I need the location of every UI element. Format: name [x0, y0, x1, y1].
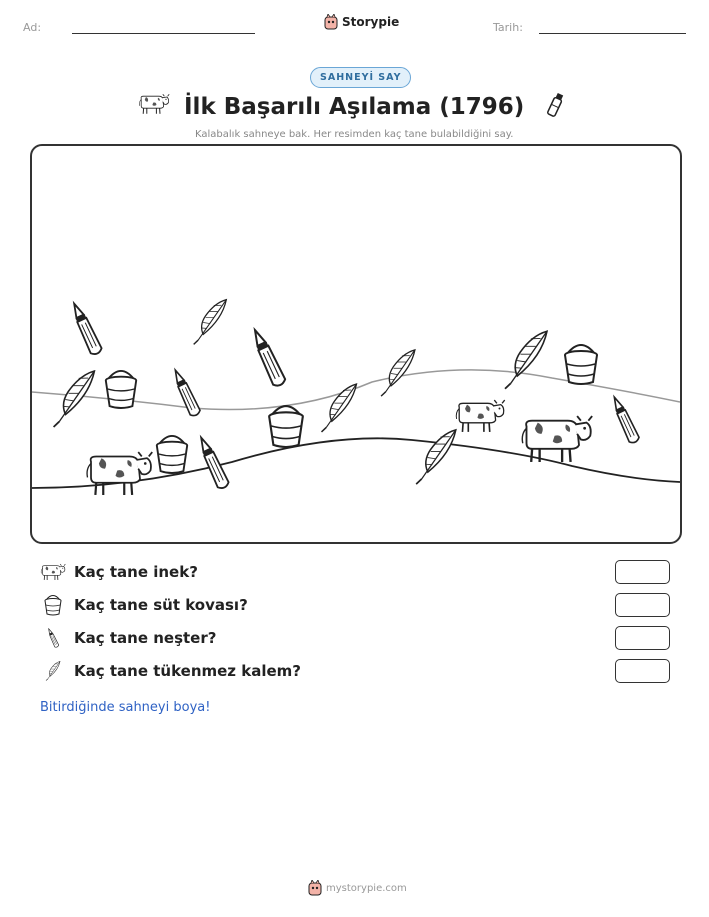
answer-box[interactable] — [615, 626, 670, 650]
scene-lancet — [609, 395, 640, 444]
coloring-note: Bitirdiğinde sahneyi boya! — [40, 700, 211, 715]
counting-scene — [30, 144, 682, 544]
date-field[interactable] — [539, 33, 686, 34]
bucket-icon — [40, 594, 66, 616]
scene-bucket — [565, 345, 597, 384]
footer-brand — [308, 880, 407, 896]
scene-quill — [381, 344, 415, 401]
question-text: Kaç tane inek? — [74, 563, 198, 581]
answer-box[interactable] — [615, 593, 670, 617]
scene-cow — [456, 400, 504, 432]
page-title: İlk Başarılı Aşılama (1796) — [184, 94, 525, 120]
lancet-icon — [37, 623, 70, 654]
scene-cow — [87, 452, 152, 495]
instructions: Kalabalık sahneye bak. Her resimden kaç tane bulabildiğini say. — [195, 129, 514, 140]
scene-quill — [54, 364, 95, 433]
cow-icon — [40, 562, 66, 582]
brand-logo — [324, 14, 399, 30]
storypie-logo-icon — [324, 14, 338, 30]
answer-box[interactable] — [615, 659, 670, 683]
scene-cow — [522, 416, 592, 462]
scene-illustration — [32, 146, 680, 542]
brand-name: Storypie — [342, 15, 400, 29]
footer-site[interactable]: mystorypie.com — [326, 882, 407, 894]
quill-icon — [37, 655, 70, 686]
scene-quill — [505, 324, 548, 395]
name-field[interactable] — [72, 33, 255, 34]
scene-lancet — [196, 435, 230, 490]
question-row — [40, 593, 670, 617]
question-text: Kaç tane neşter? — [74, 629, 217, 647]
question-row — [40, 560, 670, 584]
question-text: Kaç tane süt kovası? — [74, 596, 248, 614]
scene-bucket — [106, 371, 136, 408]
activity-badge: SAHNEYİ SAY — [310, 67, 411, 88]
name-label: Ad: — [23, 21, 42, 34]
scene-bucket — [157, 436, 187, 473]
scene-lancet — [69, 301, 103, 356]
scene-lancet — [249, 327, 287, 387]
date-label: Tarih: — [493, 21, 523, 34]
storypie-logo-icon — [308, 880, 322, 896]
answer-box[interactable] — [615, 560, 670, 584]
title-cow-icon — [138, 92, 170, 116]
question-text: Kaç tane tükenmez kalem? — [74, 662, 301, 680]
scene-bucket — [269, 406, 303, 447]
question-row — [40, 659, 670, 683]
question-row — [40, 626, 670, 650]
title-bottle-icon — [543, 90, 568, 121]
scene-lancet — [170, 368, 201, 417]
scene-quill — [416, 423, 456, 490]
scene-quill — [194, 294, 227, 349]
scene-quill — [321, 378, 357, 437]
